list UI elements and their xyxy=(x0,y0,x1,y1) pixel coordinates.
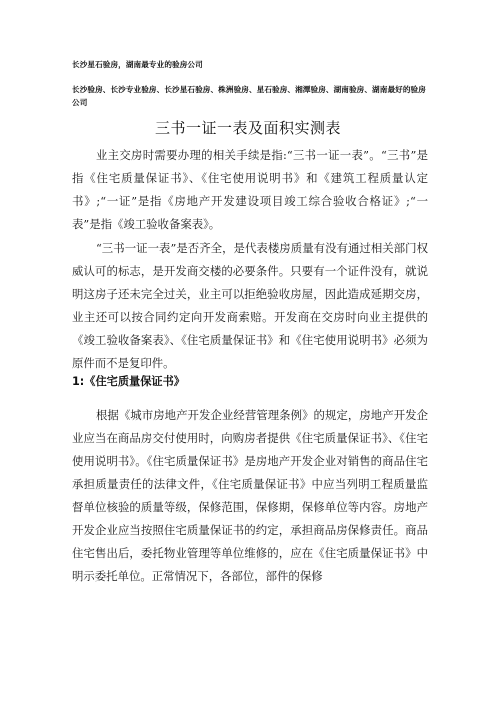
header-company-tagline: 长沙星石验房，湖南最专业的验房公司 xyxy=(72,60,203,69)
section-paragraph-quality-guarantee: 根据《城市房地产开发企业经营管理条例》的规定，房地产开发企业应当在商品房交付使用时，向购房者提供《住宅质量保证书》、《住宅使用说明书》。《住宅质量保证书》是房地产开发企业对销售的商品住宅承担质量责任的法律文件，《住宅质量保证书》中应当列明工程质量监督单位核验的质量等级，保修范围，保修期，保修单位等内容。房地产开发企业应当按照住宅质量保证书的约定，承担商品房保修责任。商品住宅售出后，委托物业管理等单位维修的，应在《住宅质量保证书》中明示委托单位。正常情况下，各部位，部件的保修 xyxy=(72,408,428,583)
document-title: 三书一证一表及面积实测表 xyxy=(154,119,341,137)
section-heading-quality-guarantee: 1:《住宅质量保证书》 xyxy=(72,375,185,388)
header-keywords: 长沙验房、长沙专业验房、长沙星石验房、株洲验房、星石验房、湘潭验房、湖南验房、湖南最好的验房公司 xyxy=(72,85,426,107)
intro-paragraph: 业主交房时需要办理的相关手续是指:“三书一证一表”。“三书”是指《住宅质量保证书》、《住宅使用说明书》和《建筑工程质量认定书》;“一证”是指《房地产开发建设项目竣工综合验收合格证》;“一表”是指《竣工验收备案表》。 xyxy=(72,148,428,231)
requirement-paragraph: “三书一证一表”是否齐全，是代表楼房质量有没有通过相关部门权威认可的标志，是开发商交楼的必要条件。只要有一个证件没有，就说明这房子还未完全过关，业主可以拒绝验收房屋，因此造成延期交房，业主还可以按合同约定向开发商索赔。开发商在交房时向业主提供的《竣工验收备案表》、《住宅质量保证书》和《住宅使用说明书》必须为原件而不是复印件。 xyxy=(72,241,428,370)
